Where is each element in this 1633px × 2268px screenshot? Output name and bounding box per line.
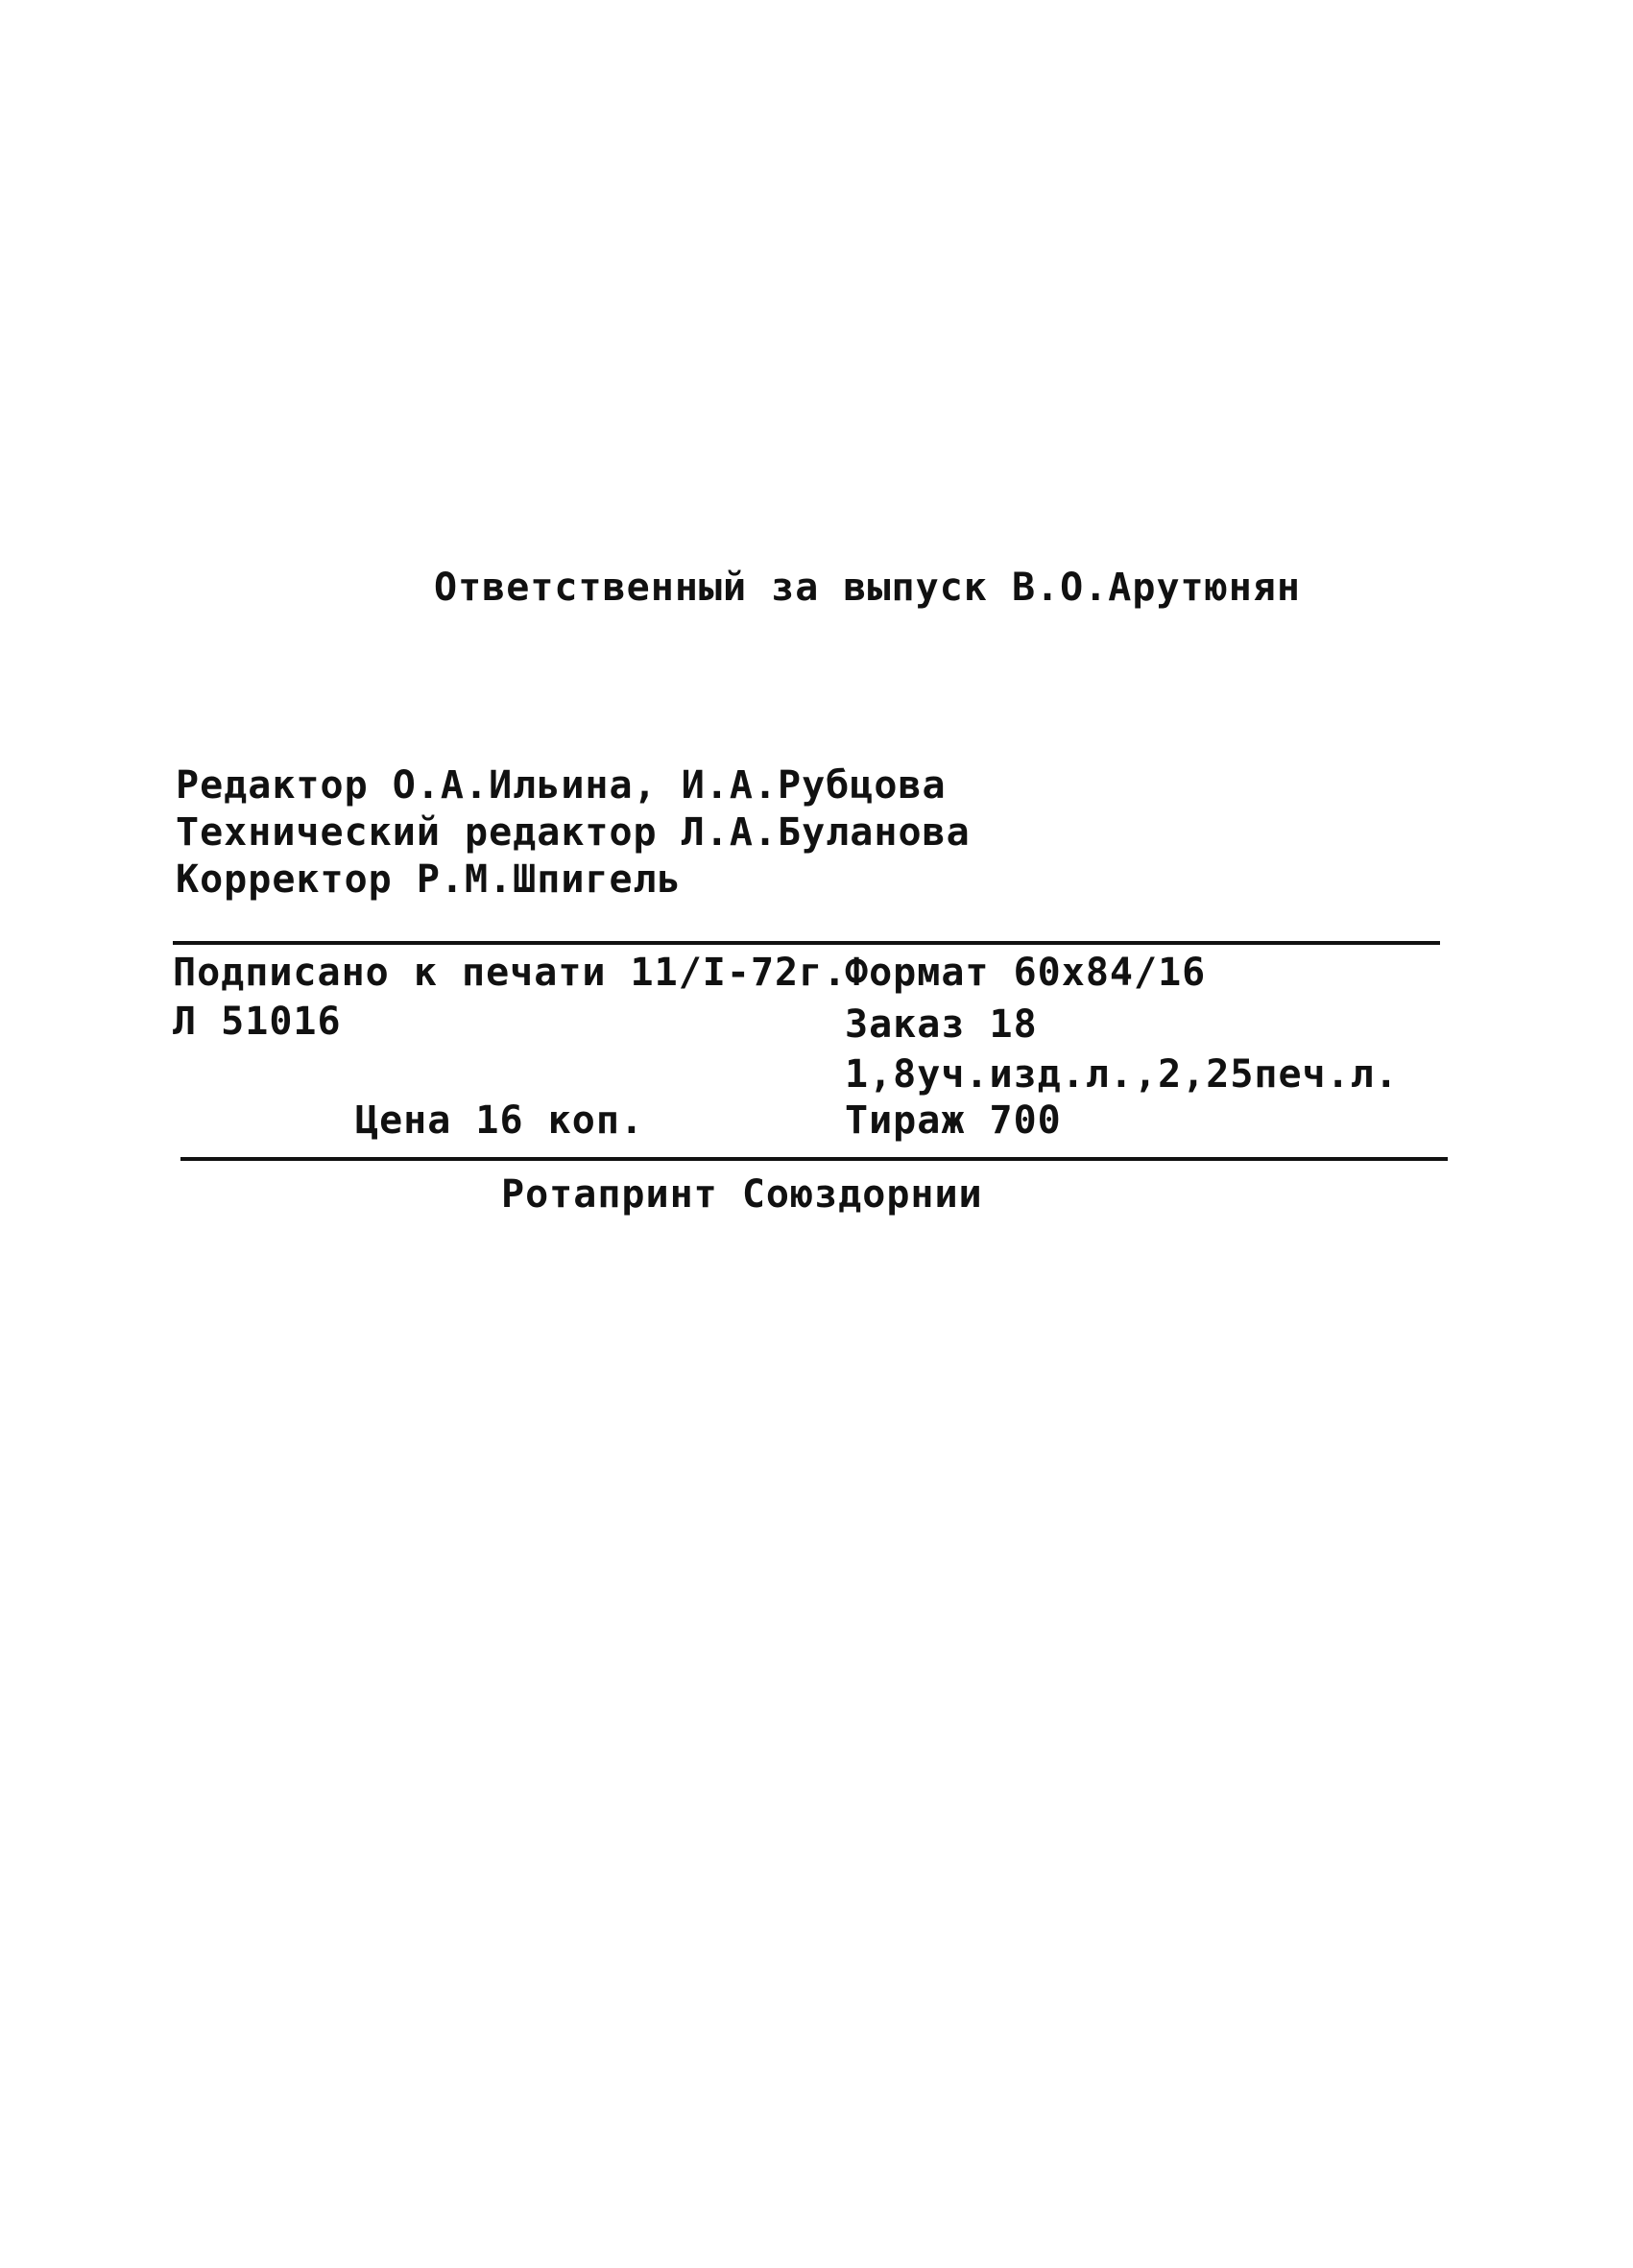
editors-line: Редактор О.А.Ильина, И.А.Рубцова bbox=[176, 763, 947, 808]
order-number: Заказ 18 bbox=[845, 1002, 1038, 1047]
license-number: Л 51016 bbox=[173, 1000, 342, 1044]
paper-format: Формат 60х84/16 bbox=[845, 951, 1207, 995]
price: Цена 16 коп. bbox=[355, 1098, 644, 1143]
technical-editor-line: Технический редактор Л.А.Буланова bbox=[176, 810, 971, 855]
print-run: Тираж 700 bbox=[845, 1098, 1062, 1143]
corrector-line: Корректор Р.М.Шпигель bbox=[176, 857, 682, 902]
printed-sheets: 1,8уч.изд.л.,2,25печ.л. bbox=[845, 1052, 1399, 1097]
top-divider bbox=[173, 941, 1440, 945]
printer-name: Ротапринт Союздорнии bbox=[501, 1172, 983, 1217]
responsible-for-issue: Ответственный за выпуск В.О.Арутюнян bbox=[434, 566, 1301, 610]
signed-for-print: Подписано к печати 11/I-72г. bbox=[173, 951, 848, 995]
bottom-divider bbox=[180, 1157, 1448, 1161]
